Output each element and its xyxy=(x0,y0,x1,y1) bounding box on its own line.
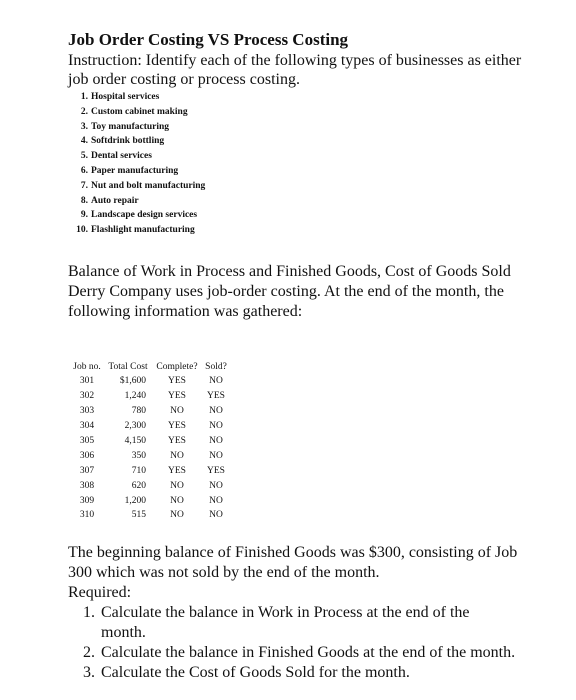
cell-job-no: 305 xyxy=(79,436,95,446)
requirement-text: Calculate the balance in Finished Goods at the end of the month. xyxy=(101,644,516,661)
header-sold: Sold? xyxy=(205,362,227,372)
cell-total-cost: 4,150 xyxy=(124,436,146,446)
list-item-number: 4. xyxy=(80,136,88,147)
list-item xyxy=(76,149,205,164)
table-row xyxy=(70,389,230,404)
cell-sold: YES xyxy=(207,465,225,476)
cell-complete: YES xyxy=(168,391,186,402)
cell-sold: NO xyxy=(209,480,223,491)
cell-complete: NO xyxy=(170,406,184,417)
header-total-cost: Total Cost xyxy=(108,362,148,372)
list-item-number: 1. xyxy=(80,92,88,102)
list-item-label: Flashlight manufacturing xyxy=(91,225,195,236)
cell-job-no: 309 xyxy=(79,495,95,506)
list-item-number: 2. xyxy=(80,106,88,117)
cell-sold: NO xyxy=(209,495,223,506)
list-item-label: Landscape design services xyxy=(91,210,198,221)
list-item-label: Softdrink bottling xyxy=(91,136,165,147)
requirement-item xyxy=(83,643,518,663)
list-item-label: Paper manufacturing xyxy=(91,165,179,176)
table-row xyxy=(70,478,230,493)
requirement-text: Calculate the balance in Work in Process at the end of the month. xyxy=(101,604,470,641)
list-item xyxy=(76,208,205,223)
requirement-item xyxy=(83,603,518,643)
instruction-text: Instruction: Identify each of the following types of businesses as either job order costing or process costing. xyxy=(68,52,522,88)
table-row xyxy=(70,374,230,389)
list-item xyxy=(76,134,205,149)
header-job-no: Job no. xyxy=(73,362,101,372)
required-label: Required: xyxy=(68,584,132,601)
cell-sold: NO xyxy=(209,450,223,461)
requirement-number: 2. xyxy=(83,644,95,661)
cell-complete: NO xyxy=(170,450,184,461)
table-header-row xyxy=(70,360,230,374)
cell-job-no: 310 xyxy=(79,510,95,521)
table-row xyxy=(70,434,230,449)
header-complete: Complete? xyxy=(156,362,198,372)
cell-complete: YES xyxy=(168,465,186,476)
cell-total-cost: 620 xyxy=(131,480,146,491)
cell-total-cost: 710 xyxy=(131,465,146,476)
list-item xyxy=(76,223,205,238)
cell-total-cost: 1,200 xyxy=(124,495,146,506)
cell-complete: NO xyxy=(170,510,184,521)
cell-complete: YES xyxy=(168,421,186,432)
list-item xyxy=(76,105,205,120)
cell-sold: NO xyxy=(209,376,223,387)
list-item xyxy=(76,120,205,135)
cell-sold: YES xyxy=(207,391,225,402)
cell-sold: NO xyxy=(209,406,223,417)
table-row xyxy=(70,448,230,463)
section-intro: Derry Company uses job-order costing. At the end of the month, the following information was gathered: xyxy=(68,283,504,320)
cell-complete: NO xyxy=(170,495,184,506)
table-row xyxy=(70,508,230,523)
cell-total-cost: 350 xyxy=(131,450,146,461)
wip-section xyxy=(68,262,518,322)
cell-total-cost: 1,240 xyxy=(124,391,146,402)
cell-complete: YES xyxy=(168,376,186,387)
cell-total-cost: 515 xyxy=(131,510,146,521)
cell-sold: NO xyxy=(209,510,223,521)
section-heading: Balance of Work in Process and Finished Goods, Cost of Goods Sold xyxy=(68,263,511,280)
list-item-number: 9. xyxy=(80,210,88,221)
job-table xyxy=(70,360,230,523)
list-item-number: 8. xyxy=(80,195,88,206)
list-item-label: Custom cabinet making xyxy=(91,106,188,117)
cell-total-cost: 2,300 xyxy=(124,421,146,432)
table-row xyxy=(70,493,230,508)
cell-sold: NO xyxy=(209,421,223,432)
list-item-label: Nut and bolt manufacturing xyxy=(91,180,206,191)
requirement-number: 3. xyxy=(83,664,95,681)
list-item-number: 6. xyxy=(80,165,88,176)
cell-sold: NO xyxy=(209,436,223,446)
list-item-label: Auto repair xyxy=(91,195,139,206)
cell-job-no: 303 xyxy=(79,406,95,417)
list-item xyxy=(76,164,205,179)
list-item-number: 5. xyxy=(80,151,88,162)
list-item-label: Toy manufacturing xyxy=(91,121,170,132)
cell-job-no: 308 xyxy=(79,480,95,491)
finished-goods-section xyxy=(68,543,518,683)
list-item xyxy=(76,90,205,105)
cell-complete: YES xyxy=(168,436,186,446)
page-title: Job Order Costing VS Process Costing xyxy=(68,30,349,49)
list-item-number: 7. xyxy=(80,180,88,191)
list-item xyxy=(76,179,205,194)
requirement-item xyxy=(83,663,518,683)
table-row xyxy=(70,463,230,478)
cell-complete: NO xyxy=(170,480,184,491)
cell-job-no: 307 xyxy=(79,465,95,476)
requirement-text: Calculate the Cost of Goods Sold for the month. xyxy=(101,664,410,681)
list-item-number: 10. xyxy=(76,225,88,236)
finished-goods-paragraph: The beginning balance of Finished Goods was $300, consisting of Job 300 which was not sold by the end of the month. xyxy=(68,544,518,581)
table-row xyxy=(70,404,230,419)
requirements-list xyxy=(68,603,518,683)
list-item-label: Dental services xyxy=(91,151,152,162)
cell-total-cost: 780 xyxy=(131,406,146,417)
table-row xyxy=(70,419,230,434)
cell-job-no: 306 xyxy=(79,450,95,461)
requirement-number: 1. xyxy=(83,604,95,621)
list-item-number: 3. xyxy=(80,121,88,132)
cell-job-no: 304 xyxy=(79,421,95,432)
cell-total-cost: $1,600 xyxy=(119,376,146,387)
list-item xyxy=(76,194,205,209)
cell-job-no: 301 xyxy=(79,376,95,387)
business-list xyxy=(76,90,205,238)
cell-job-no: 302 xyxy=(79,391,95,402)
list-item-label: Hospital services xyxy=(91,92,160,102)
